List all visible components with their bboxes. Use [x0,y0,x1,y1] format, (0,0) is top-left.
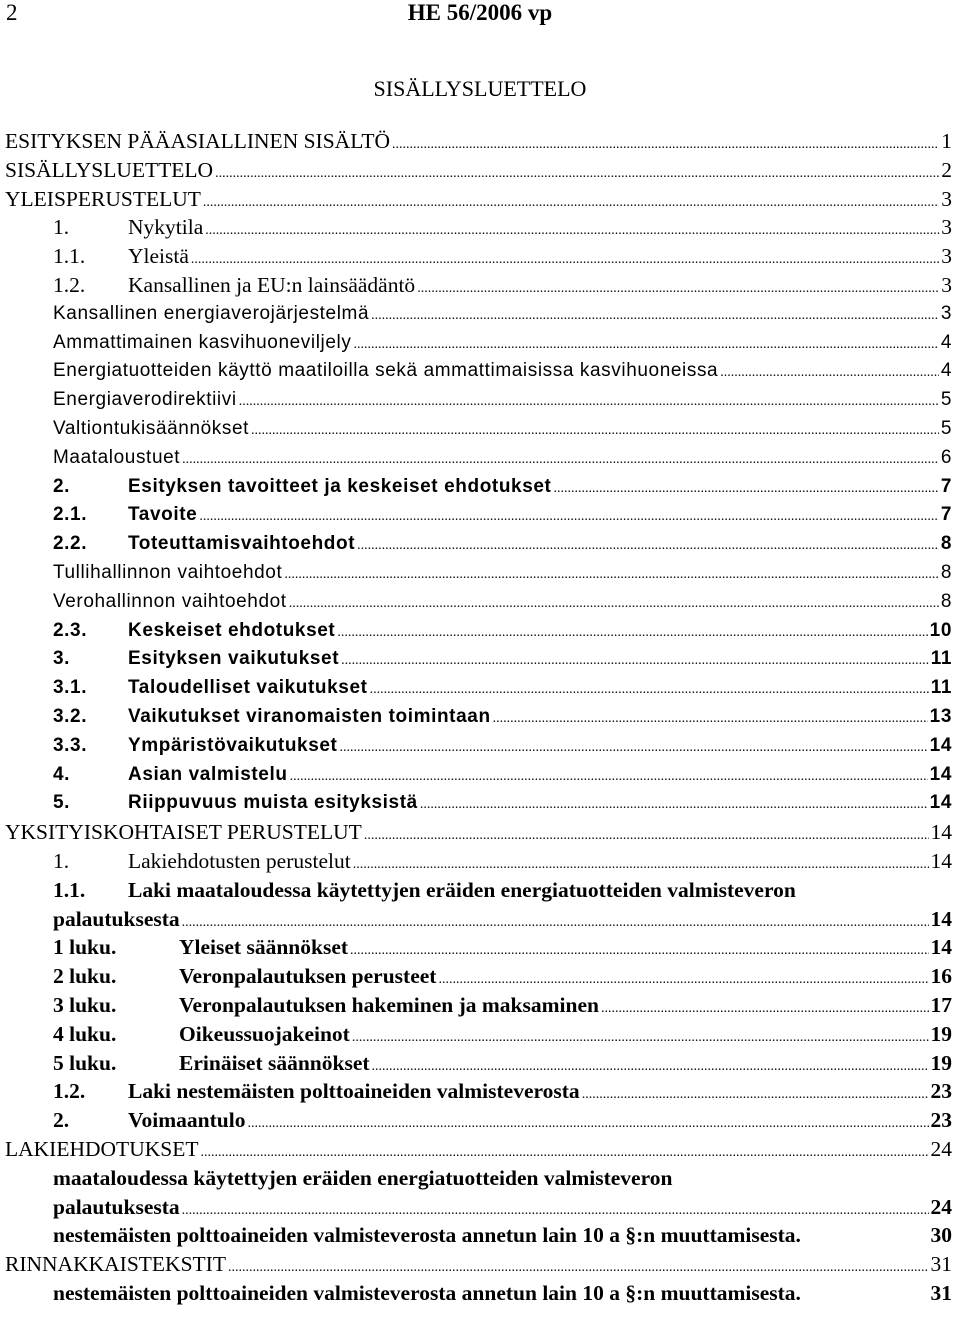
toc-entry[interactable] [53,472,952,500]
toc-entry-label: Ympäristövaikutukset [128,734,338,756]
toc-leader-dots [352,1021,929,1047]
toc-leader-dots [191,243,939,269]
toc-leader-dots [239,387,939,413]
toc-leader-dots [553,474,938,500]
toc-leader-dots [339,733,927,759]
toc-entry-page: 4 [940,331,952,353]
toc-entry-page: 11 [930,648,952,670]
toc-leader-dots [350,934,928,960]
toc-entry-label: Keskeiset ehdotukset [128,619,336,641]
toc-leader-dots [182,1194,929,1220]
toc-entry-label: Erinäiset säännökset [179,1050,370,1075]
toc-entry-label: Energiaverodirektiivi [53,389,237,411]
toc-entry-label: RINNAKKAISTEKSTIT [5,1252,226,1277]
toc-leader-dots [182,906,929,932]
toc-entry-number: 2.3. [53,619,88,641]
toc-entry[interactable] [5,1249,952,1277]
toc-entry-page: 6 [940,446,952,468]
toc-entry-label: palautuksesta [53,906,180,931]
toc-leader-dots [582,1078,929,1104]
toc-entry-label: Yleiset säännökset [179,935,349,960]
toc-entry[interactable] [53,241,952,269]
toc-entry-number: 4. [53,763,71,785]
toc-leader-dots [357,531,939,557]
toc-entry-label: Veronpalautuksen perusteet [179,964,437,989]
toc-leader-dots [720,358,939,384]
toc-leader-dots [215,157,939,183]
toc-entry-label: Oikeussuojakeinot [179,1021,350,1046]
toc-entry-page: 7 [940,475,952,497]
toc-entry-label: SISÄLLYSLUETTELO [5,157,214,182]
toc-entry-number: 3.1. [53,677,88,699]
toc-entry-page: 3 [941,215,952,240]
toc-entry-page: 8 [940,533,952,555]
toc-entry-label: Tullihallinnon vaihtoehdot [53,562,283,583]
toc-entry-page: 8 [940,562,952,583]
toc-entry-page: 14 [930,935,952,960]
toc-entry-number: 2. [53,475,71,497]
toc-leader-dots [370,675,929,701]
toc-leader-dots [199,502,939,528]
toc-entry-label: Maataloustuet [53,446,181,468]
toc-entry-label: Laki maataloudessa käytettyjen eräiden energiatuotteiden valmisteveron [128,877,796,902]
toc-entry[interactable] [53,788,952,816]
toc-entry-label: Toteuttamisvaihtoehdot [128,533,356,555]
toc-entry-page: 3 [940,302,952,324]
document-id: HE 56/2006 vp [407,0,553,25]
toc-leader-dots [251,416,939,442]
toc-entry[interactable] [53,932,952,960]
toc-entry-page: 3 [941,244,952,269]
toc-leader-dots [203,186,939,212]
toc-entry[interactable] [53,529,952,557]
toc-entry[interactable] [53,760,952,788]
toc-entry-page: 13 [929,706,952,727]
toc-entry-number: 3.2. [53,706,88,727]
toc-entry-page: 14 [930,849,952,873]
toc-entry[interactable] [5,817,952,845]
toc-entry[interactable] [53,328,952,356]
toc-entry[interactable] [53,414,952,442]
toc-entry-label: Kansallinen energiaverojärjestelmä [53,302,370,324]
toc-leader-dots [353,848,929,874]
toc-entry[interactable] [5,126,952,154]
toc-entry-label: Yleistä [128,244,189,269]
toc-entry[interactable] [53,875,952,903]
toc-entry[interactable] [53,702,952,730]
toc-leader-dots [228,1251,929,1277]
toc-leader-dots [372,1050,929,1076]
toc-entry-page: 31 [930,1281,952,1305]
toc-entry[interactable] [53,1048,952,1076]
toc-entry[interactable] [53,731,952,759]
toc-entry-page: 8 [940,590,952,612]
toc-entry-label: palautuksesta [53,1194,180,1219]
toc-entry-label: Verohallinnon vaihtoehdot [53,590,287,612]
toc-entry[interactable] [53,644,952,672]
toc-entry-page: 23 [930,1079,952,1104]
toc-leader-dots [420,790,928,816]
toc-leader-dots [182,445,939,471]
toc-leader-dots [205,214,939,240]
toc-entry-page: 2 [941,157,952,182]
toc-entry-label: Energiatuotteiden käyttö maatiloilla sekä ammattimaisissa kasvihuoneissa [53,360,719,382]
toc-leader-dots [371,301,939,327]
toc-entry[interactable] [53,1278,952,1306]
toc-leader-dots [493,704,928,730]
toc-entry[interactable] [53,299,952,327]
toc-entry[interactable] [53,846,952,874]
toc-entry[interactable] [5,155,952,183]
toc-entry-page: 14 [930,820,952,845]
toc-entry-label: YKSITYISKOHTAISET PERUSTELUT [5,820,362,845]
toc-entry-page: 17 [930,993,952,1017]
toc-entry[interactable] [53,616,952,644]
toc-entry[interactable] [53,1105,952,1133]
toc-entry-label: Taloudelliset vaikutukset [128,677,368,699]
toc-title: SISÄLLYSLUETTELO [373,76,587,101]
toc-entry-label: Valtiontukisäännökset [53,418,250,439]
toc-entry[interactable] [53,356,952,384]
toc-entry[interactable] [53,1220,952,1248]
toc-leader-dots [290,762,928,788]
toc-entry[interactable] [53,904,952,932]
toc-entry-label: Kansallinen ja EU:n lainsäädäntö [128,273,416,297]
toc-entry-page: 10 [929,619,952,641]
toc-entry-label: Riippuvuus muista esityksistä [128,792,418,814]
toc-entry-page: 24 [930,1194,952,1219]
toc-entry-page: 14 [929,792,952,814]
toc-entry-page: 16 [930,964,952,989]
toc-leader-dots [289,589,939,615]
toc-entry[interactable] [53,270,952,298]
toc-entry-number: 1.1. [53,244,86,269]
toc-entry-page: 1 [941,129,952,153]
toc-entry-number: 3. [53,648,71,670]
toc-entry-number: 1.1. [53,877,86,902]
toc-entry-label: maataloudessa käytettyjen eräiden energiatuotteiden valmisteveron [53,1165,673,1190]
toc-leader-dots [247,1107,928,1133]
toc-entry-page: 7 [940,504,952,526]
toc-entry-label: Asian valmistelu [128,763,288,785]
toc-entry[interactable] [5,184,952,212]
toc-entry-label: Esityksen vaikutukset [128,648,340,670]
toc-entry-page: 23 [930,1108,952,1133]
toc-entry-number: 1.2. [53,273,86,297]
toc-entry-label: LAKIEHDOTUKSET [5,1137,199,1161]
toc-entry-page: 19 [930,1021,952,1046]
toc-entry-label: Lakiehdotusten perustelut [128,849,351,873]
toc-entry-page: 3 [941,273,952,297]
toc-entry[interactable] [53,1192,952,1220]
toc-entry[interactable] [53,500,952,528]
toc-entry-label: YLEISPERUSTELUT [5,186,201,211]
toc-entry-number: 3 luku. [53,993,117,1017]
toc-entry-number: 2. [53,1108,70,1133]
toc-leader-dots [392,128,939,154]
toc-entry-number: 1. [53,215,70,240]
toc-entry[interactable] [5,1134,952,1162]
toc-entry-number: 5 luku. [53,1050,117,1075]
toc-leader-dots [200,1136,928,1162]
toc-entry-label: nestemäisten polttoaineiden valmisteverosta annetun lain 10 a §:n muuttamisesta. [53,1223,801,1248]
toc-entry-number: 1 luku. [53,935,117,960]
toc-entry-number: 2.1. [53,504,88,526]
toc-entry-label: ESITYKSEN PÄÄASIALLINEN SISÄLTÖ [5,129,391,153]
toc-entry-page: 30 [930,1223,952,1248]
toc-leader-dots [341,646,929,672]
toc-entry-page: 24 [930,1137,952,1161]
toc-leader-dots [353,330,938,356]
toc-entry-page: 14 [930,906,952,931]
toc-entry[interactable] [53,587,952,615]
toc-entry[interactable] [53,1076,952,1104]
toc-entry-label: Voimaantulo [128,1108,246,1133]
toc-entry[interactable] [53,1163,952,1191]
toc-entry-number: 3.3. [53,734,88,756]
toc-leader-dots [284,560,939,586]
toc-entry-number: 5. [53,792,71,814]
toc-leader-dots [337,618,927,644]
page-number: 2 [6,0,18,25]
toc-entry-label: Nykytila [128,215,204,240]
toc-leader-dots [364,819,929,845]
toc-entry-page: 3 [941,186,952,211]
toc-entry-page: 19 [930,1050,952,1075]
toc-entry[interactable] [53,212,952,240]
toc-entry-number: 2 luku. [53,964,117,989]
toc-entry-label: Vaikutukset viranomaisten toimintaan [128,706,491,727]
toc-entry-page: 31 [930,1252,952,1277]
toc-entry-label: Laki nestemäisten polttoaineiden valmisteverosta [128,1079,580,1104]
toc-entry-page: 11 [930,677,952,699]
toc-entry-number: 1.2. [53,1079,86,1104]
toc-entry-label: Esityksen tavoitteet ja keskeiset ehdotukset [128,475,552,497]
toc-entry-page: 5 [940,418,952,439]
toc-entry-label: Ammattimainen kasvihuoneviljely [53,331,352,353]
toc-entry-number: 4 luku. [53,1021,117,1046]
toc-leader-dots [438,963,928,989]
toc-entry[interactable] [53,990,952,1018]
toc-entry[interactable] [53,558,952,586]
toc-entry-label: Tavoite [128,504,198,526]
toc-entry[interactable] [53,443,952,471]
toc-leader-dots [601,992,929,1018]
toc-entry[interactable] [53,673,952,701]
toc-entry-number: 2.2. [53,533,88,555]
toc-entry[interactable] [53,385,952,413]
toc-entry-page: 14 [929,763,952,785]
toc-entry-number: 1. [53,849,70,873]
toc-entry-page: 14 [929,734,952,756]
toc-leader-dots [417,272,939,298]
toc-entry[interactable] [53,1019,952,1047]
toc-entry-label: Veronpalautuksen hakeminen ja maksaminen [179,993,599,1017]
toc-entry[interactable] [53,961,952,989]
toc-entry-page: 4 [940,360,952,382]
toc-entry-label: nestemäisten polttoaineiden valmisteverosta annetun lain 10 a §:n muuttamisesta. [53,1281,801,1305]
toc-entry-page: 5 [940,389,952,411]
